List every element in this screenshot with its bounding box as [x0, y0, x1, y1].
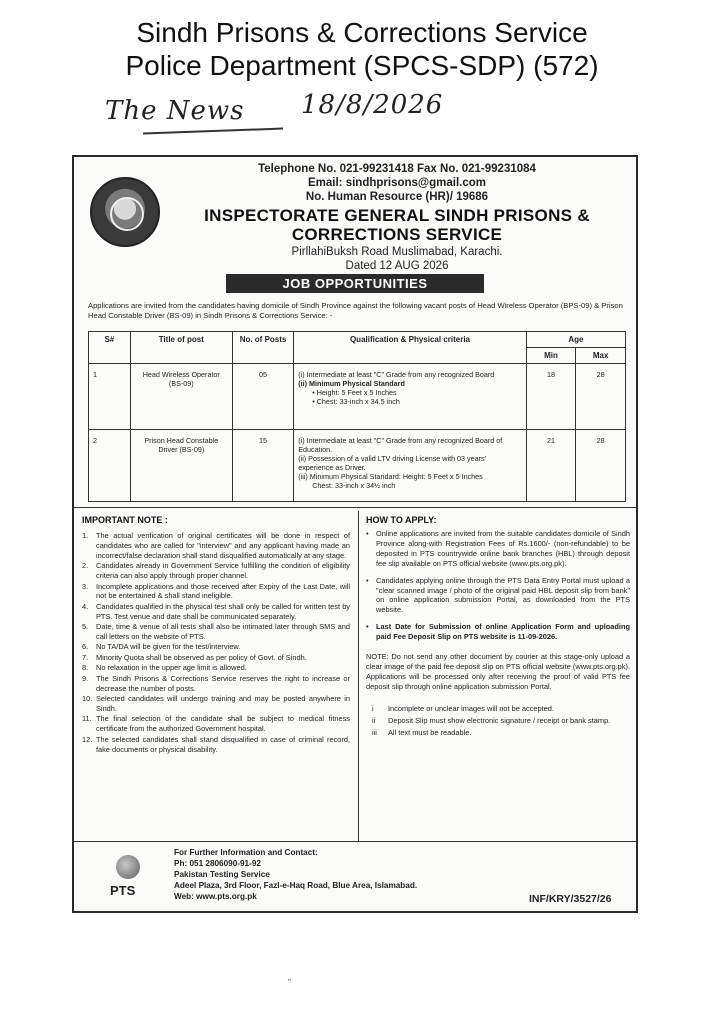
job-opportunities-banner: JOB OPPORTUNITIES	[226, 274, 484, 293]
intro-paragraph: Applications are invited from the candidates having domicile of Sindh Province against the following vacant posts of Head Wireless Operator (BPS-09) & Prison Head Constable Driver (BS-09) in Sindh Prisons & Corrections Service: -	[88, 301, 623, 320]
header-posts: No. of Posts	[232, 332, 293, 364]
list-item: 8. No relaxation in the upper age limit is allowed.	[82, 663, 247, 673]
cell-title: Head Wireless Operator (BS-09)	[130, 364, 232, 430]
hr-number: No. Human Resource (HR)/ 19686	[305, 191, 489, 203]
cell-criteria	[294, 364, 527, 430]
header-criteria: Qualification & Physical criteria	[294, 332, 527, 364]
cell-posts: 15	[232, 430, 293, 502]
contact-heading: For Further Information and Contact:	[174, 848, 318, 857]
handwritten-annotation	[105, 90, 444, 126]
header-age: Age	[526, 332, 625, 348]
list-item: • Last Date for Submission of online Application Form and uploading paid Fee Deposit Slip on PTS website is 11-09-2026.	[366, 622, 630, 642]
contact-org: Pakistan Testing Service	[174, 870, 270, 879]
contact-address: Adeel Plaza, 3rd Floor, Fazl-e-Haq Road, Blue Area, Islamabad.	[174, 881, 418, 890]
email-line: Email: sindhprisons@gmail.com	[308, 177, 486, 189]
criteria-line: • Height: 5 Feet x 5 Inches	[312, 388, 397, 397]
cell-posts: 05	[232, 364, 293, 430]
how-to-apply-section	[366, 529, 630, 739]
apply-note: NOTE: Do not send any other document by courier at this stage-only upload a clear image of the paid fee deposit slip on PTS official website (www.pts.org.pk). Applications will be processed only after receiving the proof of valid PTS fee deposit slip through online application submission Portal.	[366, 652, 630, 691]
cell-max-age: 28	[576, 364, 626, 430]
section-divider	[74, 841, 636, 842]
list-item: 9. The Sindh Prisons & Corrections Service reserves the right to increase or decrease the number of posts.	[82, 673, 350, 693]
list-item: 11. The final selection of the candidate shall be subject to medical fitness certificate from the authorized Government hospital.	[82, 714, 350, 734]
list-item: 6. No TA/DA will be given for the test/interview.	[82, 642, 241, 652]
contact-phone: Ph: 051 2806090-91-92	[174, 859, 261, 868]
header-max: Max	[576, 348, 626, 364]
criteria-line: (i) Intermediate at least "C" Grade from any recognized Board of Education.	[298, 436, 503, 454]
cell-criteria	[294, 430, 527, 502]
cell-sno: 2	[89, 430, 131, 502]
scan-mark: "	[288, 978, 291, 987]
list-item: 7. Minority Quota shall be observed as per policy of Govt. of Sindh.	[82, 652, 307, 662]
list-item: • Online applications are invited from the suitable candidates domicile of Sindh Province along-with Registration Fees of Rs.1600/- (non-refundable) to be deposited in PTS countrywide online bank branches (HBL) through deposit fee slip available on PTS official website (www.pts.org.pk).	[366, 529, 630, 568]
how-to-apply-title: HOW TO APPLY:	[366, 515, 437, 525]
list-item: 12. The selected candidates shall stand disqualified in case of criminal record, fake documents or physical disability.	[82, 734, 350, 754]
handwritten-source: The News	[105, 96, 245, 126]
page-heading	[0, 16, 724, 82]
contact-block	[174, 847, 474, 902]
criteria-line: (i) Intermediate at least "C" Grade from any recognized Board	[298, 370, 495, 379]
heading-line-1: Sindh Prisons & Corrections Service	[136, 17, 588, 48]
criteria-line: (ii) Minimum Physical Standard	[298, 379, 405, 388]
header-title: Title of post	[130, 332, 232, 364]
list-item: • Candidates applying online through the PTS Data Entry Portal must upload a "clear scanned image / photo of the original paid HBL deposit slip from bank" on online application submission Portal, as downloaded from the PTS website.	[366, 575, 630, 615]
section-divider	[74, 507, 636, 508]
contact-web: Web: www.pts.org.pk	[174, 892, 257, 901]
list-item: 5. Date, time & venue of all tests shall also be intimated later through SMS and call letters on the website of PTS.	[82, 622, 350, 642]
cell-max-age: 28	[576, 430, 626, 502]
list-item: 1. The actual verification of original certificates will be done in respect of candidates who are called for "interview" and any applicant having made an incorrect/false declaration shall stand disqualified automatically at any stage.	[82, 531, 350, 560]
header-sno: S#	[89, 332, 131, 364]
org-name-line-2: CORRECTIONS SERVICE	[291, 225, 503, 244]
heading-line-2: Police Department (SPCS-SDP) (572)	[125, 50, 599, 81]
list-item: 4. Candidates qualified in the physical test shall only be called for written test by PTS. Test venue and date shall be communicated separately.	[82, 601, 350, 621]
table-row	[89, 364, 626, 430]
list-item: 2. Candidates already in Government Service fulfilling the condition of eligibility criteria can also apply through proper channel.	[82, 561, 350, 581]
org-address: PirllahiBuksh Road Muslimabad, Karachi.	[291, 246, 503, 258]
list-item: 10. Selected candidates will undergo training and may be posted anywhere in Sindh.	[82, 694, 350, 713]
handwritten-date: 18/8/2026	[301, 90, 444, 120]
list-item: ii Deposit Slip must show electronic signature / receipt or bank stamp.	[372, 715, 611, 725]
criteria-line: (ii) Possession of a valid LTV driving License with 03 years' experience as Driver.	[298, 454, 487, 472]
criteria-line: (iii) Minimum Physical Standard: Height: 5 Feet x 5 Inches	[298, 472, 483, 481]
pts-emblem-icon	[116, 855, 140, 879]
list-item: iii All text must be readable.	[372, 727, 472, 737]
criteria-line: • Chest: 33-inch x 34.5 inch	[312, 397, 400, 406]
column-divider	[358, 511, 359, 841]
list-item: 3. Incomplete applications and those received after Expiry of the Last Date, will not be entertained & shall stand ineligible.	[82, 581, 350, 601]
important-note-title: IMPORTANT NOTE :	[82, 515, 168, 525]
cell-sno: 1	[89, 364, 131, 430]
ad-date: Dated 12 AUG 2026	[345, 260, 449, 272]
reference-number: INF/KRY/3527/26	[529, 893, 612, 905]
telephone-line: Telephone No. 021-99231418 Fax No. 021-99231084	[258, 163, 536, 175]
header-min: Min	[526, 348, 576, 364]
table-header-row	[89, 332, 626, 348]
org-name-line-1: INSPECTORATE GENERAL SINDH PRISONS &	[204, 206, 590, 225]
table-row	[89, 430, 626, 502]
posts-table	[88, 331, 626, 502]
cell-min-age: 18	[526, 364, 576, 430]
pts-logo	[104, 855, 154, 899]
cell-min-age: 21	[526, 430, 576, 502]
pts-logo-label: PTS	[110, 883, 136, 898]
job-advertisement	[72, 155, 638, 913]
important-notes-list	[82, 531, 350, 755]
handwritten-underline	[143, 128, 283, 135]
cell-title: Prison Head Constable Driver (BS-09)	[130, 430, 232, 502]
criteria-line: Chest: 33-inch x 34½ inch	[312, 481, 396, 490]
list-item: i Incomplete or unclear images will not be accepted.	[372, 703, 554, 713]
